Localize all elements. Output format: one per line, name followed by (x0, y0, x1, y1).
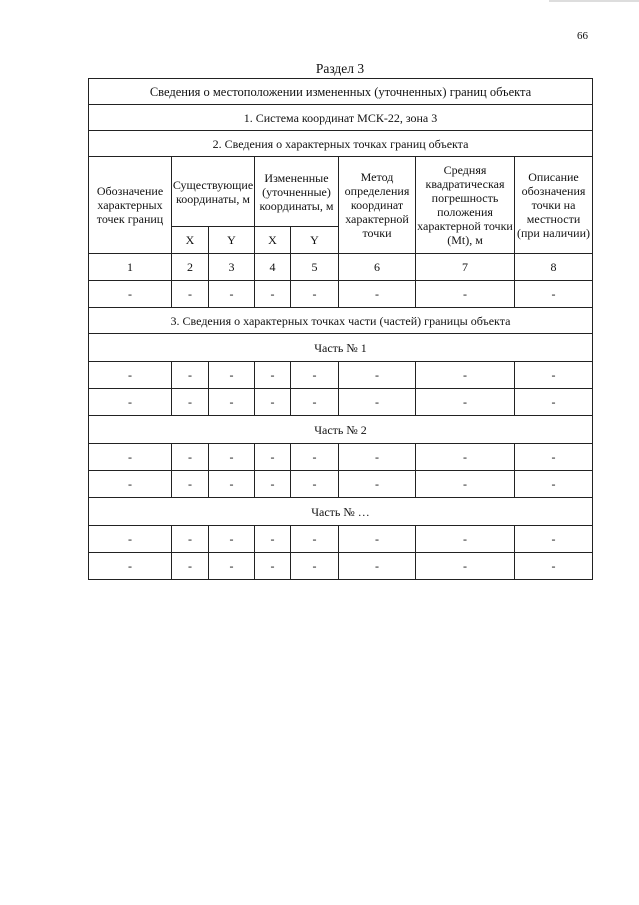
cell-dash: - (515, 362, 593, 389)
cell-dash: - (209, 526, 255, 553)
header-changed-coords: Измененные (уточненные) координаты, м (255, 157, 339, 227)
cell-dash: - (255, 471, 291, 498)
header-existing-x: X (172, 227, 209, 254)
header-description: Описание обозначения точки на местности (при наличии) (515, 157, 593, 254)
cell-dash: - (515, 471, 593, 498)
cell-dash: - (515, 526, 593, 553)
cell-dash: - (416, 471, 515, 498)
cell-dash: - (209, 362, 255, 389)
cell-dash: - (416, 281, 515, 308)
header-changed-x: X (255, 227, 291, 254)
cell-dash: - (172, 526, 209, 553)
column-number: 3 (209, 254, 255, 281)
cell-dash: - (209, 553, 255, 580)
cell-dash: - (209, 471, 255, 498)
cell-dash: - (255, 389, 291, 416)
part-heading: Часть № … (89, 498, 593, 526)
cell-dash: - (416, 362, 515, 389)
cell-dash: - (339, 471, 416, 498)
cell-dash: - (255, 553, 291, 580)
cell-dash: - (515, 281, 593, 308)
cell-dash: - (291, 526, 339, 553)
table-row (89, 362, 593, 389)
header-accuracy: Средняя квадратическая погрешность положения характерной точки (Mt), м (416, 157, 515, 254)
cell-dash: - (515, 553, 593, 580)
cell-dash: - (416, 526, 515, 553)
cell-dash: - (339, 553, 416, 580)
cell-dash: - (209, 281, 255, 308)
table-row (89, 281, 593, 308)
points-heading-row: 2. Сведения о характерных точках границ объекта (89, 131, 593, 157)
cell-dash: - (172, 389, 209, 416)
page-number: 66 (577, 30, 588, 42)
column-number: 1 (89, 254, 172, 281)
cell-dash: - (339, 526, 416, 553)
cell-dash: - (416, 553, 515, 580)
section-title: Раздел 3 (315, 61, 365, 76)
cell-dash: - (291, 471, 339, 498)
cell-dash: - (515, 389, 593, 416)
header-designation: Обозначение характерных точек границ (89, 157, 172, 254)
cell-dash: - (291, 281, 339, 308)
cell-dash: - (89, 553, 172, 580)
cell-dash: - (291, 553, 339, 580)
cell-dash: - (255, 362, 291, 389)
column-number: 5 (291, 254, 339, 281)
cell-dash: - (89, 389, 172, 416)
cell-dash: - (172, 471, 209, 498)
cell-dash: - (172, 281, 209, 308)
cell-dash: - (339, 362, 416, 389)
header-changed-y: Y (291, 227, 339, 254)
parts-heading-row: 3. Сведения о характерных точках части (частей) границы объекта (89, 308, 593, 334)
cell-dash: - (89, 362, 172, 389)
table-row (89, 444, 593, 471)
cell-dash: - (172, 553, 209, 580)
cell-dash: - (416, 389, 515, 416)
boundary-table (88, 78, 593, 580)
cell-dash: - (339, 389, 416, 416)
cell-dash: - (291, 389, 339, 416)
column-numbers-row (89, 254, 593, 281)
cell-dash: - (89, 444, 172, 471)
table-row (89, 471, 593, 498)
cell-dash: - (416, 444, 515, 471)
header-method: Метод определения координат характерной точки (339, 157, 416, 254)
column-number: 2 (172, 254, 209, 281)
cell-dash: - (209, 389, 255, 416)
cell-dash: - (255, 526, 291, 553)
cell-dash: - (291, 444, 339, 471)
scan-edge-mark (549, 0, 639, 2)
cell-dash: - (172, 362, 209, 389)
cell-dash: - (89, 471, 172, 498)
cell-dash: - (515, 444, 593, 471)
part-heading: Часть № 2 (89, 416, 593, 444)
table-row (89, 389, 593, 416)
cell-dash: - (339, 281, 416, 308)
coord-system-row: 1. Система координат МСК-22, зона 3 (89, 105, 593, 131)
column-number: 4 (255, 254, 291, 281)
table-row (89, 526, 593, 553)
cell-dash: - (291, 362, 339, 389)
cell-dash: - (172, 444, 209, 471)
cell-dash: - (89, 281, 172, 308)
header-existing-coords: Существующие координаты, м (172, 157, 255, 227)
cell-dash: - (209, 444, 255, 471)
column-number: 6 (339, 254, 416, 281)
cell-dash: - (89, 526, 172, 553)
cell-dash: - (255, 444, 291, 471)
column-number: 8 (515, 254, 593, 281)
header-existing-y: Y (209, 227, 255, 254)
table-row (89, 553, 593, 580)
cell-dash: - (255, 281, 291, 308)
part-heading: Часть № 1 (89, 334, 593, 362)
cell-dash: - (339, 444, 416, 471)
table-title: Сведения о местоположении измененных (уточненных) границ объекта (89, 79, 593, 105)
column-number: 7 (416, 254, 515, 281)
